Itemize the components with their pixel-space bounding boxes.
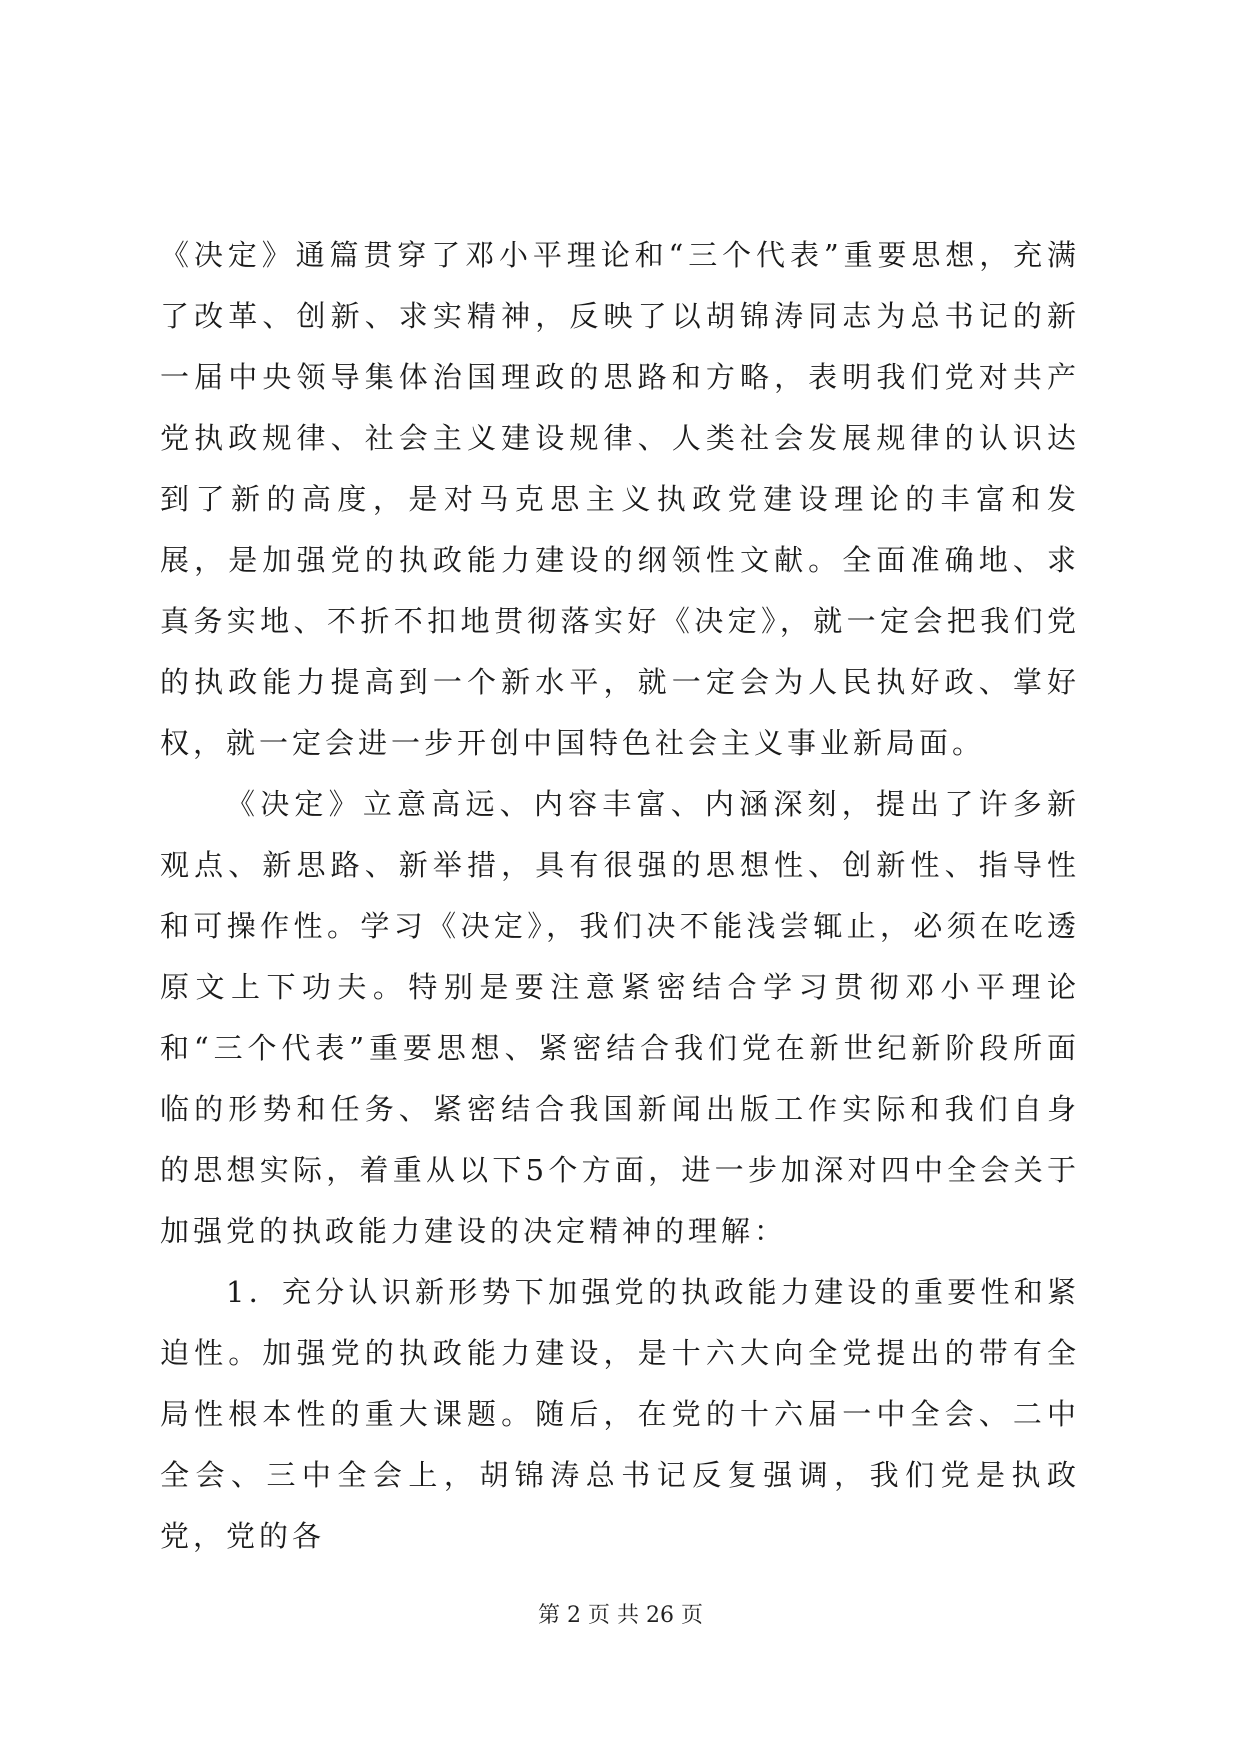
paragraph-point-one: 1．充分认识新形势下加强党的执政能力建设的重要性和紧迫性。加强党的执政能力建设，是十六大向全党提出的带有全局性根本性的重大课题。随后，在党的十六届一中全会、二中全会、三中全会上，胡锦涛总书记反复强调，我们党是执政党，党的各 xyxy=(160,1275,1080,1553)
document-body xyxy=(160,225,1080,1567)
paragraph-decision-significance: 《决定》通篇贯穿了邓小平理论和“三个代表”重要思想，充满了改革、创新、求实精神，反映了以胡锦涛同志为总书记的新一届中央领导集体治国理政的思路和方略，表明我们党对共产党执政规律、社会主义建设规律、人类社会发展规律的认识达到了新的高度，是对马克思主义执政党建设理论的丰富和发展，是加强党的执政能力建设的纲领性文献。全面准确地、求真务实地、不折不扣地贯彻落实好《决定》，就一定会把我们党的执政能力提高到一个新水平，就一定会为人民执好政、掌好权，就一定会进一步开创中国特色社会主义事业新局面。 xyxy=(160,238,1080,760)
page-number-footer: 第 2 页 共 26 页 xyxy=(538,1603,703,1628)
paragraph-study-decision: 《决定》立意高远、内容丰富、内涵深刻，提出了许多新观点、新思路、新举措，具有很强的思想性、创新性、指导性和可操作性。学习《决定》，我们决不能浅尝辄止，必须在吃透原文上下功夫。特别是要注意紧密结合学习贯彻邓小平理论和“三个代表”重要思想、紧密结合我们党在新世纪新阶段所面临的形势和任务、紧密结合我国新闻出版工作实际和我们自身的思想实际，着重从以下5个方面，进一步加深对四中全会关于加强党的执政能力建设的决定精神的理解： xyxy=(160,787,1080,1248)
